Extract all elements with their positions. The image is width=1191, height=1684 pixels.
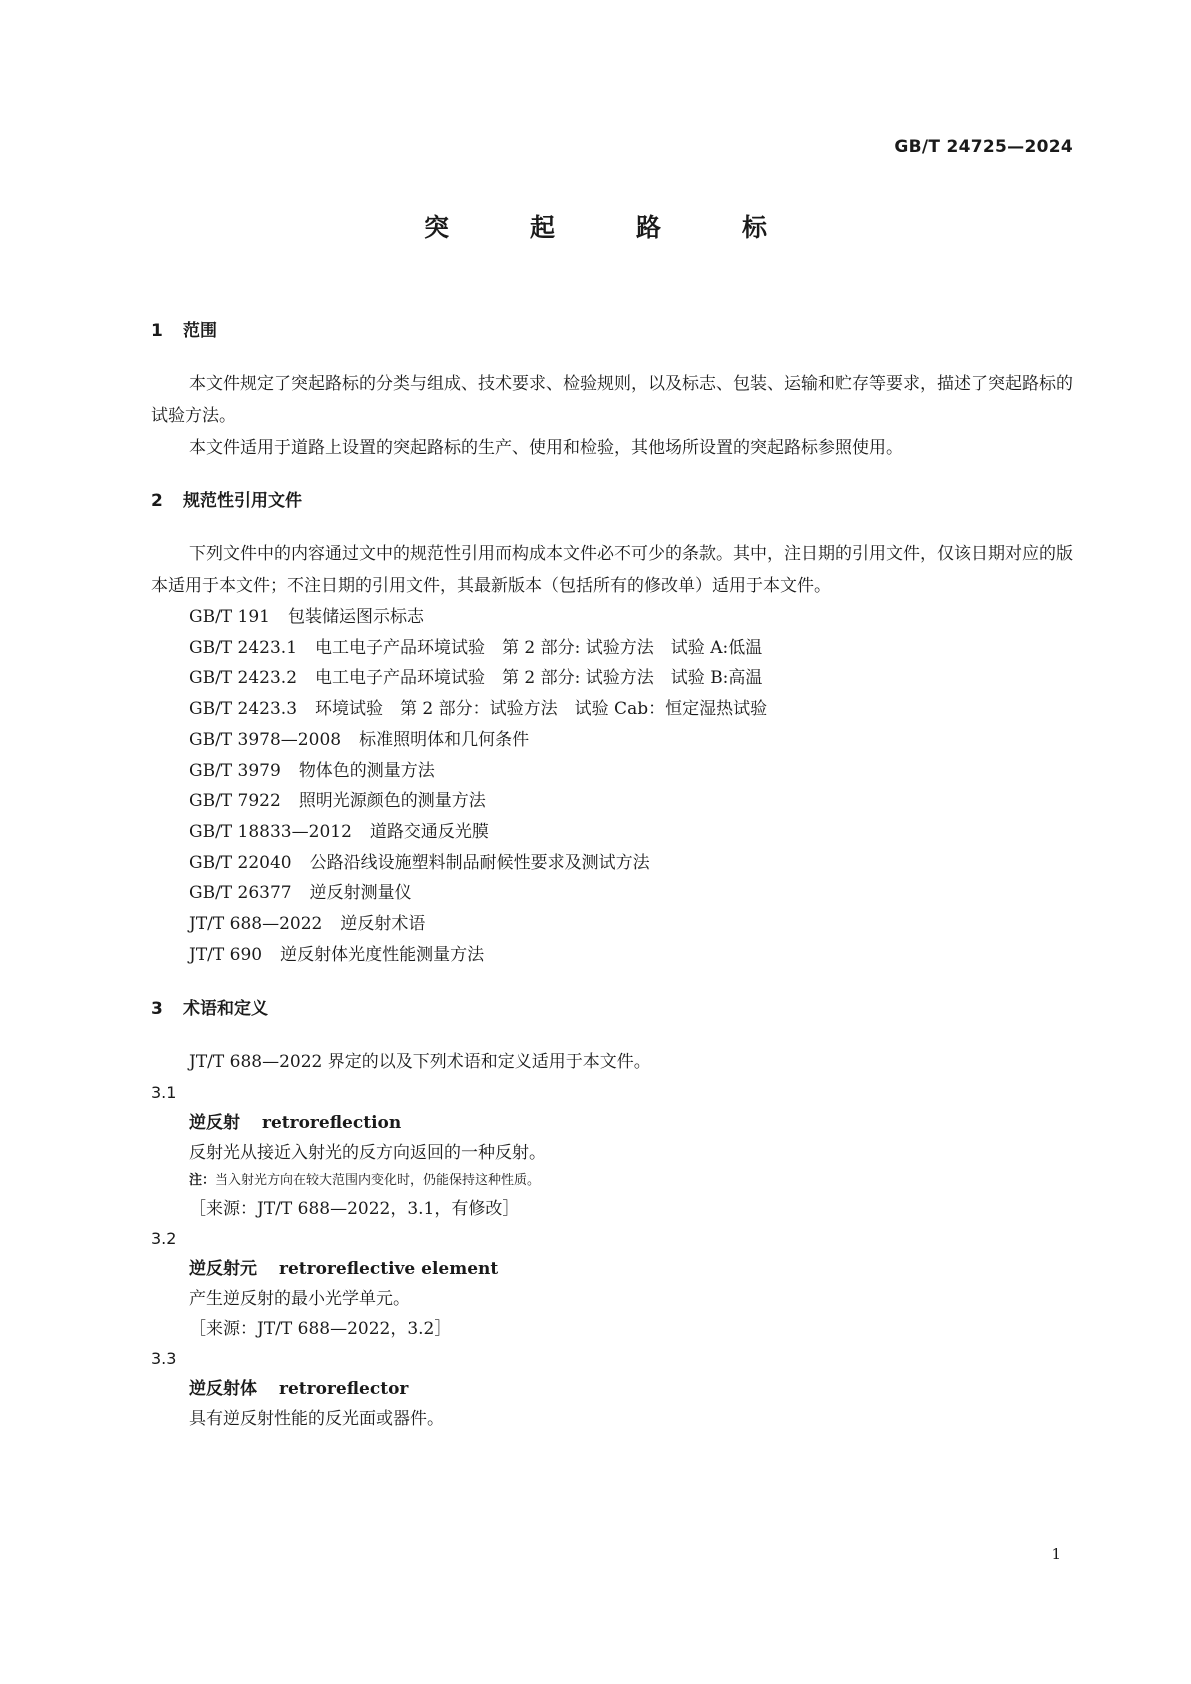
section-title: 范围 [183,321,217,341]
paragraph: JT/T 688—2022 界定的以及下列术语和定义适用于本文件。 [189,1052,651,1073]
term-source: ［来源：JT/T 688—2022，3.1，有修改］ [189,1199,520,1220]
term-heading: 逆反射体 retroreflector [189,1379,409,1400]
section-number: 2 [151,491,163,511]
paragraph: 本文件规定了突起路标的分类与组成、技术要求、检验规则，以及标志、包装、运输和贮存等要求，描述了突起路标的试验方法。 [151,374,1073,426]
reference-item: GB/T 2423.2 电工电子产品环境试验 第 2 部分: 试验方法 试验 B:高温 [189,668,763,689]
section-number: 1 [151,321,163,341]
term-heading: 逆反射 retroreflection [189,1113,402,1134]
term-note: 注：当入射光方向在较大范围内变化时，仍能保持这种性质。 [189,1173,541,1189]
page-number: 1 [1051,1545,1061,1563]
document-body [151,318,1073,1434]
reference-item: GB/T 3978—2008 标准照明体和几何条件 [189,729,530,750]
reference-item: GB/T 7922 照明光源颜色的测量方法 [189,791,486,812]
section-number: 3 [151,999,163,1020]
paragraph: 下列文件中的内容通过文中的规范性引用而构成本文件必不可少的条款。其中，注日期的引用文件，仅该日期对应的版本适用于本文件；不注日期的引用文件，其最新版本（包括所有的修改单）适用于本文件。 [151,544,1073,596]
document-title: 突 起 路 标 [423,213,795,242]
reference-item: GB/T 18833—2012 道路交通反光膜 [189,821,489,842]
term-source: ［来源：JT/T 688—2022，3.2］ [189,1319,452,1340]
paragraph: 本文件适用于道路上设置的突起路标的生产、使用和检验，其他场所设置的突起路标参照使用。 [189,438,903,458]
term-definition: 产生逆反射的最小光学单元。 [189,1289,410,1310]
section-heading-scope [151,318,1073,344]
reference-item: GB/T 22040 公路沿线设施塑料制品耐候性要求及测试方法 [189,852,650,873]
term-definition: 反射光从接近入射光的反方向返回的一种反射。 [189,1143,546,1164]
term-heading: 逆反射元 retroreflective element [189,1259,499,1280]
reference-item: GB/T 191 包装储运图示标志 [189,607,424,627]
clause-number: 3.3 [151,1349,177,1369]
standard-code: GB/T 24725—2024 [894,137,1073,157]
clause-number: 3.2 [151,1229,177,1249]
clause-number: 3.1 [151,1083,177,1103]
section-heading-terms [151,996,1073,1022]
reference-list [151,602,1073,970]
reference-item: JT/T 688—2022 逆反射术语 [189,914,426,935]
term-definition: 具有逆反射性能的反光面或器件。 [189,1409,444,1430]
section-title: 规范性引用文件 [183,491,302,511]
section-heading-normative-references [151,488,1073,514]
reference-item: GB/T 2423.1 电工电子产品环境试验 第 2 部分: 试验方法 试验 A:低温 [189,637,763,658]
section-title: 术语和定义 [183,999,268,1020]
reference-item: GB/T 2423.3 环境试验 第 2 部分：试验方法 试验 Cab：恒定湿热试验 [189,699,768,720]
reference-item: GB/T 3979 物体色的测量方法 [189,760,435,781]
reference-item: GB/T 26377 逆反射测量仪 [189,883,412,904]
reference-item: JT/T 690 逆反射体光度性能测量方法 [189,944,485,965]
